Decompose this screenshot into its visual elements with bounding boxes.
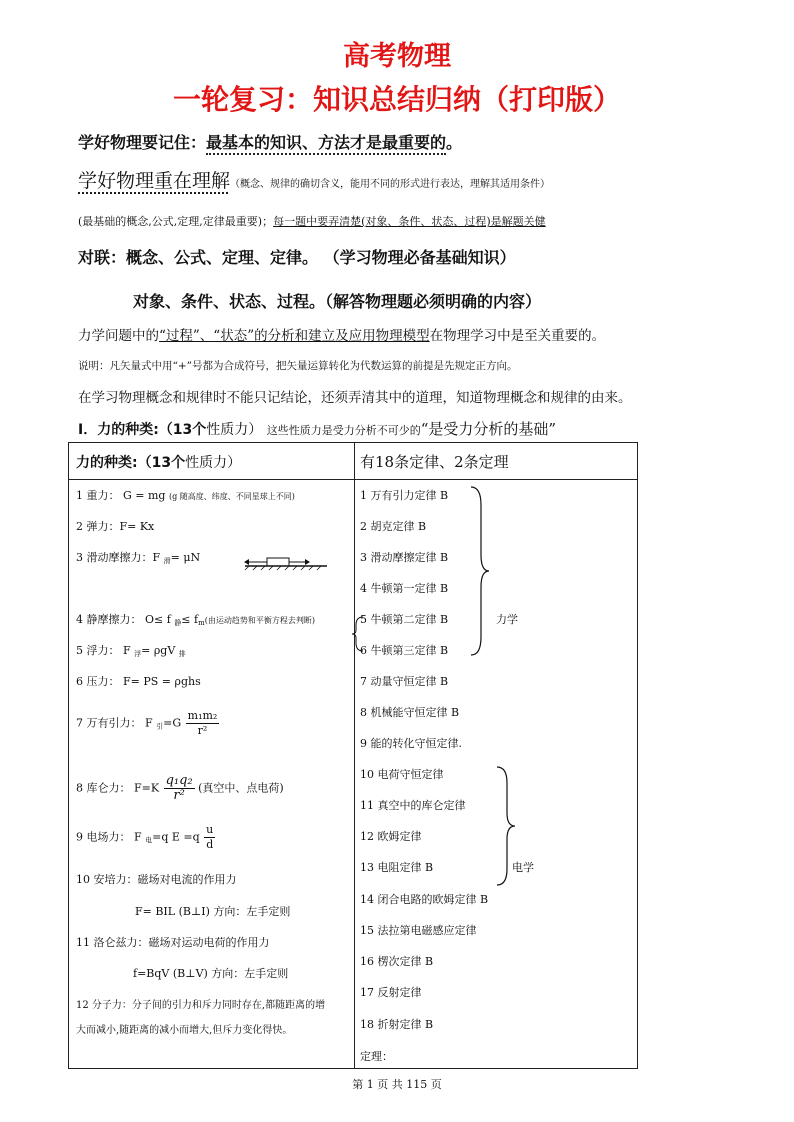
law-item: 11 真空中的库仑定律 [360,799,466,812]
intro-line-1: 学好物理要记住：最基本的知识、方法才是最重要的。 [78,130,462,153]
force-sliding-friction: 3 滑动摩擦力：F $_滑$= μN [76,551,201,565]
law-item: 5 牛顿第二定律 B [360,613,449,626]
force-ampere-formula: F= BIL (B⊥I) 方向：左手定则 [135,905,291,918]
law-item: 1 万有引力定律 B [360,489,449,502]
document-title: 高考物理 [343,41,451,72]
intro-line-2: 学好物理重在理解（概念、规律的确切含义，能用不同的形式进行表达，理解其适用条件） [78,170,551,192]
law-item: 13 电阻定律 B [360,861,434,874]
force-elastic: 2 弹力：F= Kx [76,520,155,533]
header-forces: 力的种类:（13个性质力） [76,455,242,471]
law-item: 12 欧姆定律 [360,830,422,843]
law-item: 6 牛顿第三定律 B [360,644,449,657]
law-item: 2 胡克定律 B [360,520,427,533]
force-pressure: 6 压力： F= PS = ρghs [76,675,201,688]
column-divider [354,443,355,1068]
page-footer: 第 1 页 共 115 页 [352,1078,442,1091]
force-gravitation: 7 万有引力： F $_引$=G $\frac{\text{m₁m₂}}{\text{r²}}$ [76,709,218,737]
gravitation-fraction: $\frac{\text{m₁m₂}}{\text{r²}}$ [187,709,218,737]
intro-line-8: 在学习物理概念和规律时不能只记结论，还须弄清其中的道理，知道物理概念和规律的由来。 [78,390,632,406]
force-lorentz: 11 洛仑兹力：磁场对运动电荷的作用力 [76,936,270,949]
coulomb-fraction: $\frac{\text{q₁q₂}}{\text{r²}}$ [165,773,193,803]
couplet-line-1: 对联：概念、公式、定理、定律。 （学习物理必备基础知识） [78,248,516,267]
law-item: 18 折射定律 B [360,1018,434,1031]
header-laws: 有18条定律、2条定理 [360,453,509,471]
header-divider [69,479,637,480]
law-item: 9 能的转化守恒定律. [360,737,462,750]
law-item: 16 楞次定律 B [360,955,434,968]
intro-line-3: (最基础的概念,公式,定理,定律最重要)；每一题中要弄清楚(对象、条件、状态、过程)是解题关健 [78,215,546,228]
law-item: 7 动量守恒定律 B [360,675,449,688]
law-item: 8 机械能守恒定律 B [360,706,460,719]
group-label-mechanics: 力学 [496,613,518,626]
force-gravity: 1 重力： G = mg (g 随高度、纬度、不同星球上不同) [76,489,295,502]
law-item: 15 法拉第电磁感应定律 [360,924,477,937]
forces-and-laws-table [68,442,638,1069]
document-subtitle: 一轮复习：知识总结归纳（打印版） [172,83,621,116]
force-electric-field: 9 电场力： F $_电$=q E =q $\frac{u}{d}$ [76,823,214,851]
couplet-line-2: 对象、条件、状态、过程。（解答物理题必须明确的内容） [133,292,542,311]
friction-diagram-icon [243,549,329,571]
law-item: 17 反射定律 [360,986,422,999]
intro-line-7: 说明：凡矢量式中用“+”号都为合成符号，把矢量运算转化为代数运算的前提是先规定正方向。 [78,360,518,372]
force-coulomb: 8 库仑力： F=K $\frac{\text{q₁q₂}}{\text{r²}}$ (真空中、点电荷) [76,773,284,803]
law-item: 3 滑动摩擦定律 B [360,551,449,564]
law-item: 4 牛顿第一定律 B [360,582,449,595]
electric-fraction: $\frac{u}{d}$ [206,823,214,851]
force-buoyancy: 5 浮力： F $_浮$= ρgV $_排$ [76,644,186,658]
group-label-electric: 电学 [512,861,534,874]
mechanics-brace-icon [469,485,491,657]
law-item: 10 电荷守恒定律 [360,768,444,781]
law-item: 定理： [360,1050,393,1063]
force-lorentz-formula: f=BqV (B⊥V) 方向：左手定则 [133,967,289,980]
intro-line-6: 力学问题中的“过程”、“状态”的分析和建立及应用物理模型在物理学习中是至关重要的。 [78,328,606,344]
force-static-friction: 4 静摩擦力： O≤ f $_静\le f_m$(由运动趋势和平衡方程去判断) [76,613,315,627]
section-heading: Ⅰ．力的种类:（13个性质力） 这些性质力是受力分析不可少的“是受力分析的基础” [78,420,557,438]
force-ampere: 10 安培力：磁场对电流的作用力 [76,873,237,886]
force-molecular: 12 分子力：分子间的引力和斥力同时存在,都随距离的增 [76,1000,326,1011]
law-item: 14 闭合电路的欧姆定律 B [360,893,489,906]
force-molecular-cont: 大而减小,随距离的减小而增大,但斥力变化得快。 [76,1025,293,1036]
left-brace-icon [351,615,365,653]
